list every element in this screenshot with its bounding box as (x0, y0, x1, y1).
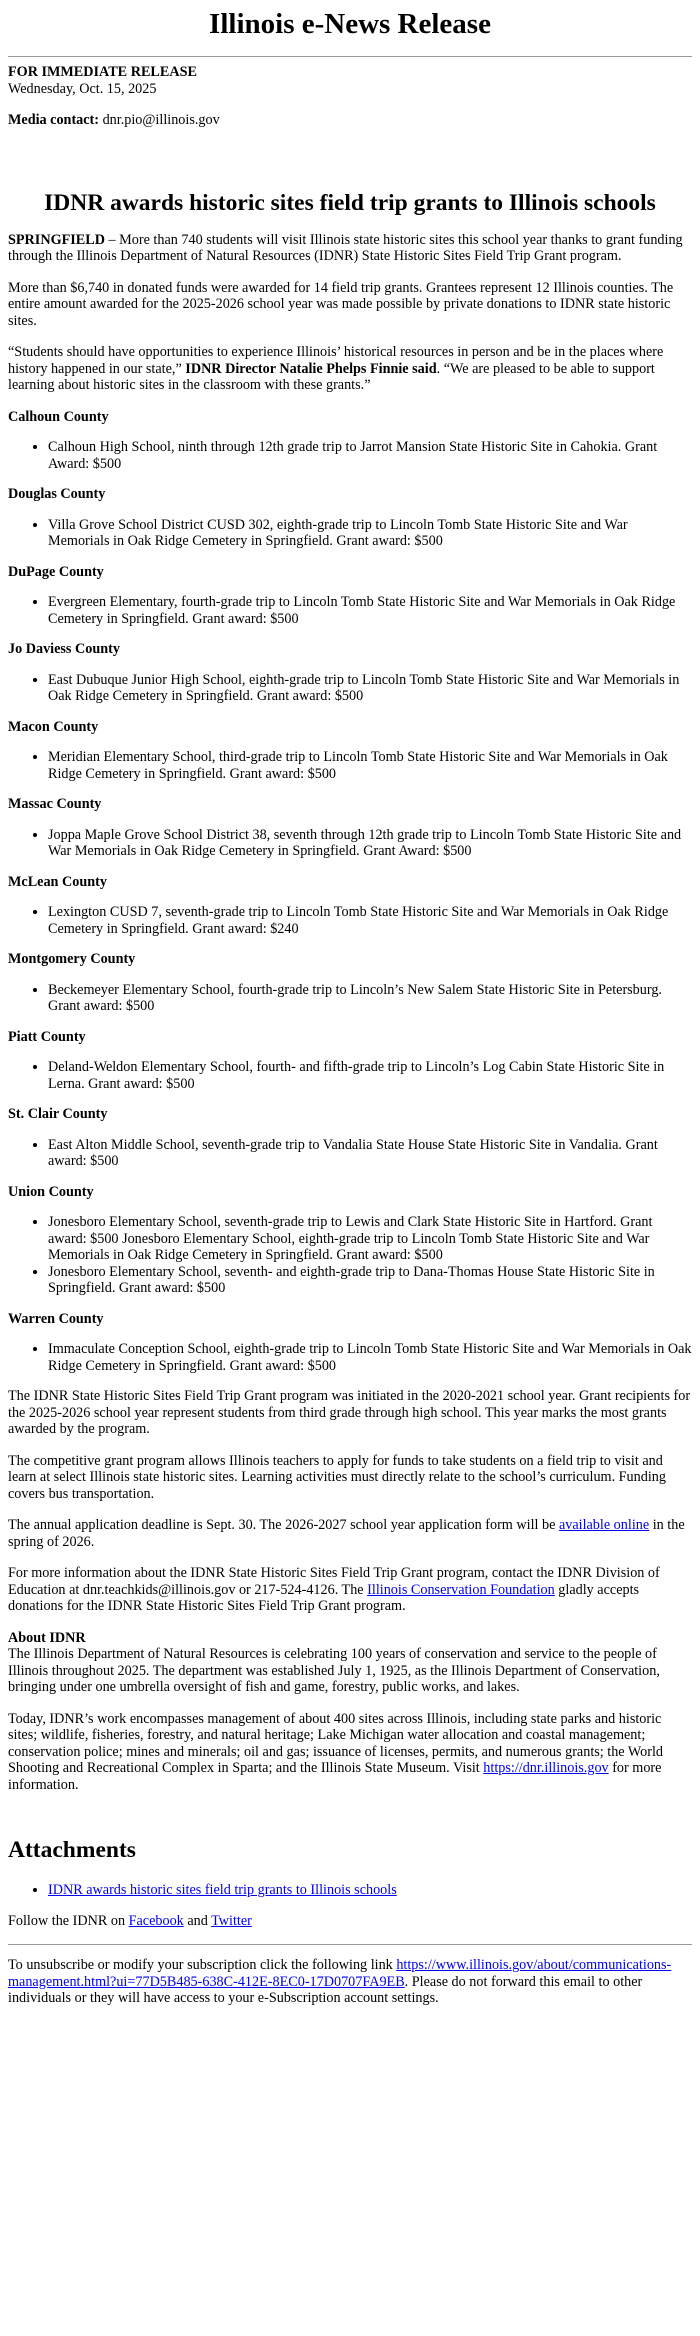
about-paragraph-2 (8, 1711, 692, 1794)
quote-part-1: “Students should have opportunities to experience Illinois’ historical resources in person and be in the places where history happened in our state,” (8, 344, 664, 377)
county-grant-items (8, 672, 692, 705)
county-heading: Warren County (8, 1310, 104, 1327)
attachment-link[interactable]: IDNR awards historic sites field trip grants to Illinois schools (48, 1882, 397, 1898)
county-heading: Piatt County (8, 1028, 86, 1045)
about-section (8, 1630, 692, 1794)
about-paragraph-1: The Illinois Department of Natural Resources is celebrating 100 years of conservation and service to the people of Illinois throughout 2025. The department was established July 1, 1925, as the Illinois Department of Conservation, bringing under one umbrella oversight of fish and game, forestry, public works, and lakes. (8, 1646, 660, 1695)
county-heading: Jo Daviess County (8, 641, 120, 657)
headline: IDNR awards historic sites field trip grants to Illinois schools (44, 189, 656, 216)
county-heading: St. Clair County (8, 1106, 108, 1122)
about-text: Today, IDNR’s work encompasses management of about 400 sites across Illinois, including state parks and historic sites; wildlife, fisheries, forestry, and natural heritage; Lake Michigan water allocation and coastal management; conservation police; mines and minerals; oil and gas; issuance of licenses, permits, and numerous grants; the World Shooting and Recreational Complex in Sparta; and the Illinois State Museum. Visit (8, 1710, 664, 1776)
twitter-link[interactable]: Twitter (211, 1912, 252, 1929)
follow-paragraph (8, 1913, 692, 1930)
grant-item: • Immaculate Conception School, eighth-grade trip to Lincoln Tomb State Historic Site and War Memorials in Oak Ridge Cemetery in Springfield. Grant award: $500 (48, 1341, 692, 1374)
banner-title: Illinois e-News Release (209, 8, 491, 40)
grant-item: • Villa Grove School District CUSD 302, eighth-grade trip to Lincoln Tomb State Historic Site and War Memorials in Oak Ridge Cemetery in Springfield. Grant award: $500 (48, 517, 692, 550)
grant-item: • Evergreen Elementary, fourth-grade trip to Lincoln Tomb State Historic Site and War Memorials in Oak Ridge Cemetery in Springfield. Grant award: $500 (48, 594, 692, 627)
conservation-foundation-link[interactable]: Illinois Conservation Foundation (367, 1581, 555, 1598)
county-heading: DuPage County (8, 563, 104, 580)
grant-item: • Beckemeyer Elementary School, fourth-grade trip to Lincoln’s New Salem State Historic Site in Petersburg. Grant award: $500 (48, 982, 692, 1015)
deadline-text: The annual application deadline is Sept. 30. The 2026-2027 school year application form will be (8, 1517, 559, 1533)
follow-and: and (183, 1912, 212, 1929)
county-grant-items (8, 439, 692, 472)
unsubscribe-paragraph (8, 1957, 692, 2007)
deadline-paragraph (8, 1517, 692, 1550)
grant-item: • East Dubuque Junior High School, eighth-grade trip to Lincoln Tomb State Historic Site and War Memorials in Oak Ridge Cemetery in Springfield. Grant award: $500 (48, 672, 692, 705)
unsubscribe-text: To unsubscribe or modify your subscription click the following link (8, 1957, 397, 1973)
about-title: About IDNR (8, 1629, 86, 1646)
unsubscribe-text-end: . Please do not forward this email to other individuals or they will have access to your e-Subscription account settings. (8, 1973, 643, 2006)
quote-paragraph (8, 344, 692, 394)
facebook-link[interactable]: Facebook (128, 1912, 184, 1929)
contact-paragraph (8, 1565, 692, 1615)
media-contact-label: Media contact: (8, 112, 100, 128)
competitive-program-paragraph: The competitive grant program allows Illinois teachers to apply for funds to take students on a field trip to visit and learn at select Illinois state historic sites. Learning activities must directly relate to the school’s curriculum. Funding covers bus transportation. (8, 1452, 666, 1502)
dateline: SPRINGFIELD (8, 231, 105, 248)
grant-item: • Jonesboro Elementary School, seventh- and eighth-grade trip to Dana-Thomas House State Historic Site in Springfield. Grant award: $500 (48, 1264, 692, 1297)
county-heading: Massac County (8, 796, 102, 812)
grant-item: • Lexington CUSD 7, seventh-grade trip to Lincoln Tomb State Historic Site and War Memorials in Oak Ridge Cemetery in Springfield. Grant award: $240 (48, 904, 692, 937)
program-history-paragraph: The IDNR State Historic Sites Field Trip Grant program was initiated in the 2020-2021 school year. Grant recipients for the 2025-2026 school year represent students from third grade through high school. This year marks the most grants awarded by the program. (8, 1388, 691, 1437)
contact-text: For more information about the IDNR State Historic Sites Field Trip Grant program, contact the IDNR Division of Education at dnr.teachkids@illinois.gov or 217-524-4126. The (8, 1565, 660, 1598)
grant-item: • Meridian Elementary School, third-grade trip to Lincoln Tomb State Historic Site and War Memorials in Oak Ridge Cemetery in Springfield. Grant award: $500 (48, 749, 692, 782)
contact-text-end: gladly accepts donations for the IDNR State Historic Sites Field Trip Grant program. (8, 1581, 640, 1614)
grant-item: • Jonesboro Elementary School, seventh-grade trip to Lewis and Clark State Historic Site in Hartford. Grant award: $500 Jonesboro Elementary School, eighth-grade trip to Lincoln Tomb State Historic Site and War Memorials in Oak Ridge Cemetery in Springfield. Grant award: $500 (48, 1214, 692, 1264)
intro-text: – More than 740 students will visit Illinois state historic sites this school year thanks to grant funding through the Illinois Department of Natural Resources (IDNR) State Historic Sites Field Trip Grant program. (8, 231, 683, 264)
deadline-text-end: in the spring of 2026. (8, 1517, 685, 1550)
grant-item: • Joppa Maple Grove School District 38, seventh through 12th grade trip to Lincoln Tomb State Historic Site and War Memorials in Oak Ridge Cemetery in Springfield. Grant Award: $500 (48, 827, 692, 860)
county-grant-items (8, 1137, 692, 1170)
grant-item: • Deland-Weldon Elementary School, fourth- and fifth-grade trip to Lincoln’s Log Cabin State Historic Site in Lerna. Grant award: $500 (48, 1059, 692, 1092)
unsubscribe-link[interactable]: https://www.illinois.gov/about/communications-management.html?ui=77D5B485-638C-412E-8EC0-17D0707FA9EB (8, 1957, 672, 1990)
county-heading: McLean County (8, 873, 107, 890)
county-heading: Calhoun County (8, 408, 109, 425)
county-grant-items (8, 517, 692, 550)
intro-paragraph (8, 232, 692, 265)
attachments-list (8, 1882, 692, 1899)
county-grant-items (8, 982, 692, 1015)
attachments-title: Attachments (8, 1837, 136, 1863)
county-grant-list (8, 409, 692, 1375)
county-grant-items (8, 594, 692, 627)
bottom-divider (8, 1944, 692, 1945)
county-heading: Union County (8, 1183, 94, 1200)
quote-part-2: . “We are pleased to be able to support learning about historic sites in the classroom with these grants.” (8, 360, 655, 393)
grant-item: • Calhoun High School, ninth through 12th grade trip to Jarrot Mansion State Historic Site in Cahokia. Grant Award: $500 (48, 439, 692, 472)
news-release-page (0, 6, 700, 2007)
county-heading: Douglas County (8, 486, 106, 502)
funds-paragraph: More than $6,740 in donated funds were awarded for 14 field trip grants. Grantees represent 12 Illinois counties. The entire amount awarded for the 2025-2026 school year was made possible by private donations to IDNR state historic sites. (8, 279, 674, 329)
county-grant-items (8, 749, 692, 782)
county-grant-items (8, 1341, 692, 1374)
county-grant-items (8, 904, 692, 937)
about-text-end: for more information. (8, 1760, 662, 1793)
quote-speaker: IDNR Director Natalie Phelps Finnie said (181, 360, 437, 377)
release-label: FOR IMMEDIATE RELEASE (8, 64, 197, 80)
county-heading: Montgomery County (8, 951, 136, 967)
top-divider (8, 56, 692, 57)
media-contact-email: dnr.pio@illinois.gov (102, 112, 220, 128)
county-heading: Macon County (8, 718, 99, 735)
grant-item: • East Alton Middle School, seventh-grade trip to Vandalia State House State Historic Site in Vandalia. Grant award: $500 (48, 1137, 692, 1170)
county-grant-items (8, 827, 692, 860)
release-info (8, 64, 692, 97)
county-grant-items (8, 1059, 692, 1092)
available-online-link[interactable]: available online (558, 1517, 650, 1533)
county-grant-items (8, 1214, 692, 1297)
follow-text: Follow the IDNR on (8, 1912, 129, 1929)
release-date: Wednesday, Oct. 15, 2025 (8, 80, 157, 97)
idnr-website-link[interactable]: https://dnr.illinois.gov (483, 1760, 609, 1776)
media-contact (8, 112, 692, 129)
attachment-item (48, 1882, 692, 1899)
